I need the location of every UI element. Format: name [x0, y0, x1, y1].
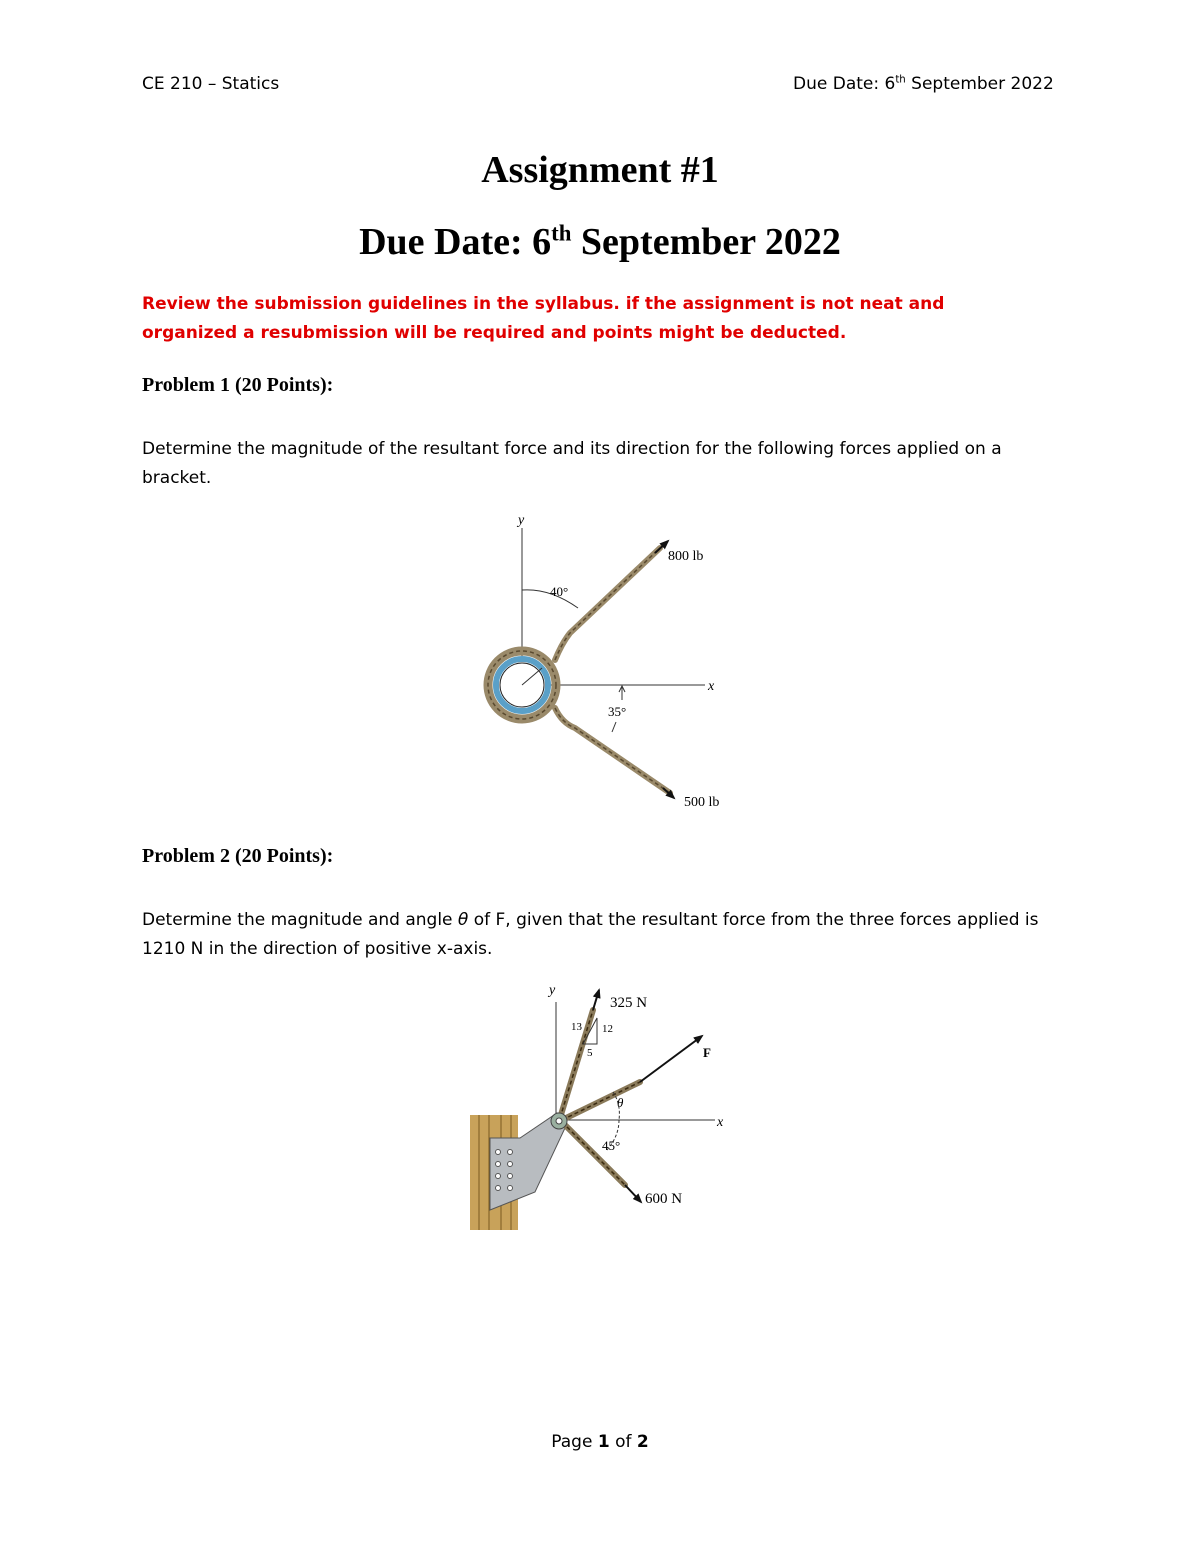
p2-tri-13: 13: [571, 1021, 582, 1033]
page-footer: [0, 1432, 1200, 1452]
problem-2-figure: [465, 980, 765, 1240]
page-title: Assignment #1: [481, 149, 719, 191]
problem-2-text-suffix: of F, given that the resultant force from the three forces applied is 1210 N in the direction of positive x-axis.: [142, 910, 1039, 959]
p1-angle-35-tick: [612, 722, 616, 732]
p2-x-label: x: [717, 1115, 724, 1130]
p2-force-f-label: F: [703, 1045, 711, 1060]
p1-y-label: y: [518, 513, 525, 528]
header-course: CE 210 – Statics: [142, 74, 280, 94]
title-due-sup: th: [551, 220, 572, 246]
header-due-prefix: Due Date: 6: [793, 74, 896, 94]
p1-force-500-label: 500 lb: [684, 795, 720, 810]
p2-y-label: y: [549, 983, 556, 998]
footer-page-total: 2: [636, 1432, 649, 1452]
p1-rope-lower: [555, 708, 670, 793]
header-due-suffix: September 2022: [905, 74, 1054, 94]
p2-theta-label: θ: [617, 1095, 624, 1110]
p2-tri-12: 12: [602, 1023, 613, 1035]
problem-1-heading: Problem 1 (20 Points):: [142, 374, 334, 396]
footer-of-word: of: [609, 1432, 637, 1452]
p2-tri-5: 5: [587, 1047, 593, 1059]
p2-pin-center: [556, 1118, 562, 1124]
title-due-prefix: Due Date: 6: [359, 221, 552, 263]
header-due-date: [793, 74, 1054, 94]
problem-1-figure: [470, 508, 750, 818]
footer-page-word: Page: [551, 1432, 598, 1452]
problem-2-heading: Problem 2 (20 Points):: [142, 845, 334, 867]
p1-angle-40-label: 40°: [550, 584, 569, 599]
footer-page-num: 1: [597, 1432, 610, 1452]
p2-45-label: 45°: [602, 1138, 621, 1153]
problem-2-theta: θ: [457, 910, 469, 930]
problem-1-text: Determine the magnitude of the resultant force and its direction for the following forces applied on a bracket.: [142, 439, 1002, 488]
p1-force-800-label: 800 lb: [668, 549, 704, 564]
title-due-suffix: September 2022: [571, 221, 841, 263]
p1-angle-35-label: 35°: [608, 704, 627, 719]
problem-2-text-prefix: Determine the magnitude and angle: [142, 910, 458, 930]
problem-2-text: [142, 906, 1062, 964]
p1-x-label: x: [708, 679, 715, 694]
submission-warning: Review the submission guidelines in the syllabus. if the assignment is not neat and organized a resubmission will be required and points might be deducted.: [142, 294, 945, 343]
p1-rope-upper: [555, 548, 660, 660]
header-due-sup: th: [895, 74, 906, 86]
p2-force-f-arrow: [640, 1036, 702, 1082]
p2-force-600-label: 600 N: [645, 1191, 683, 1207]
p2-force-600-arrow: [625, 1185, 641, 1202]
p2-force-325-arrow: [593, 990, 599, 1010]
page-subtitle-due-date: [0, 220, 1200, 264]
p2-force-325-label: 325 N: [610, 995, 648, 1011]
